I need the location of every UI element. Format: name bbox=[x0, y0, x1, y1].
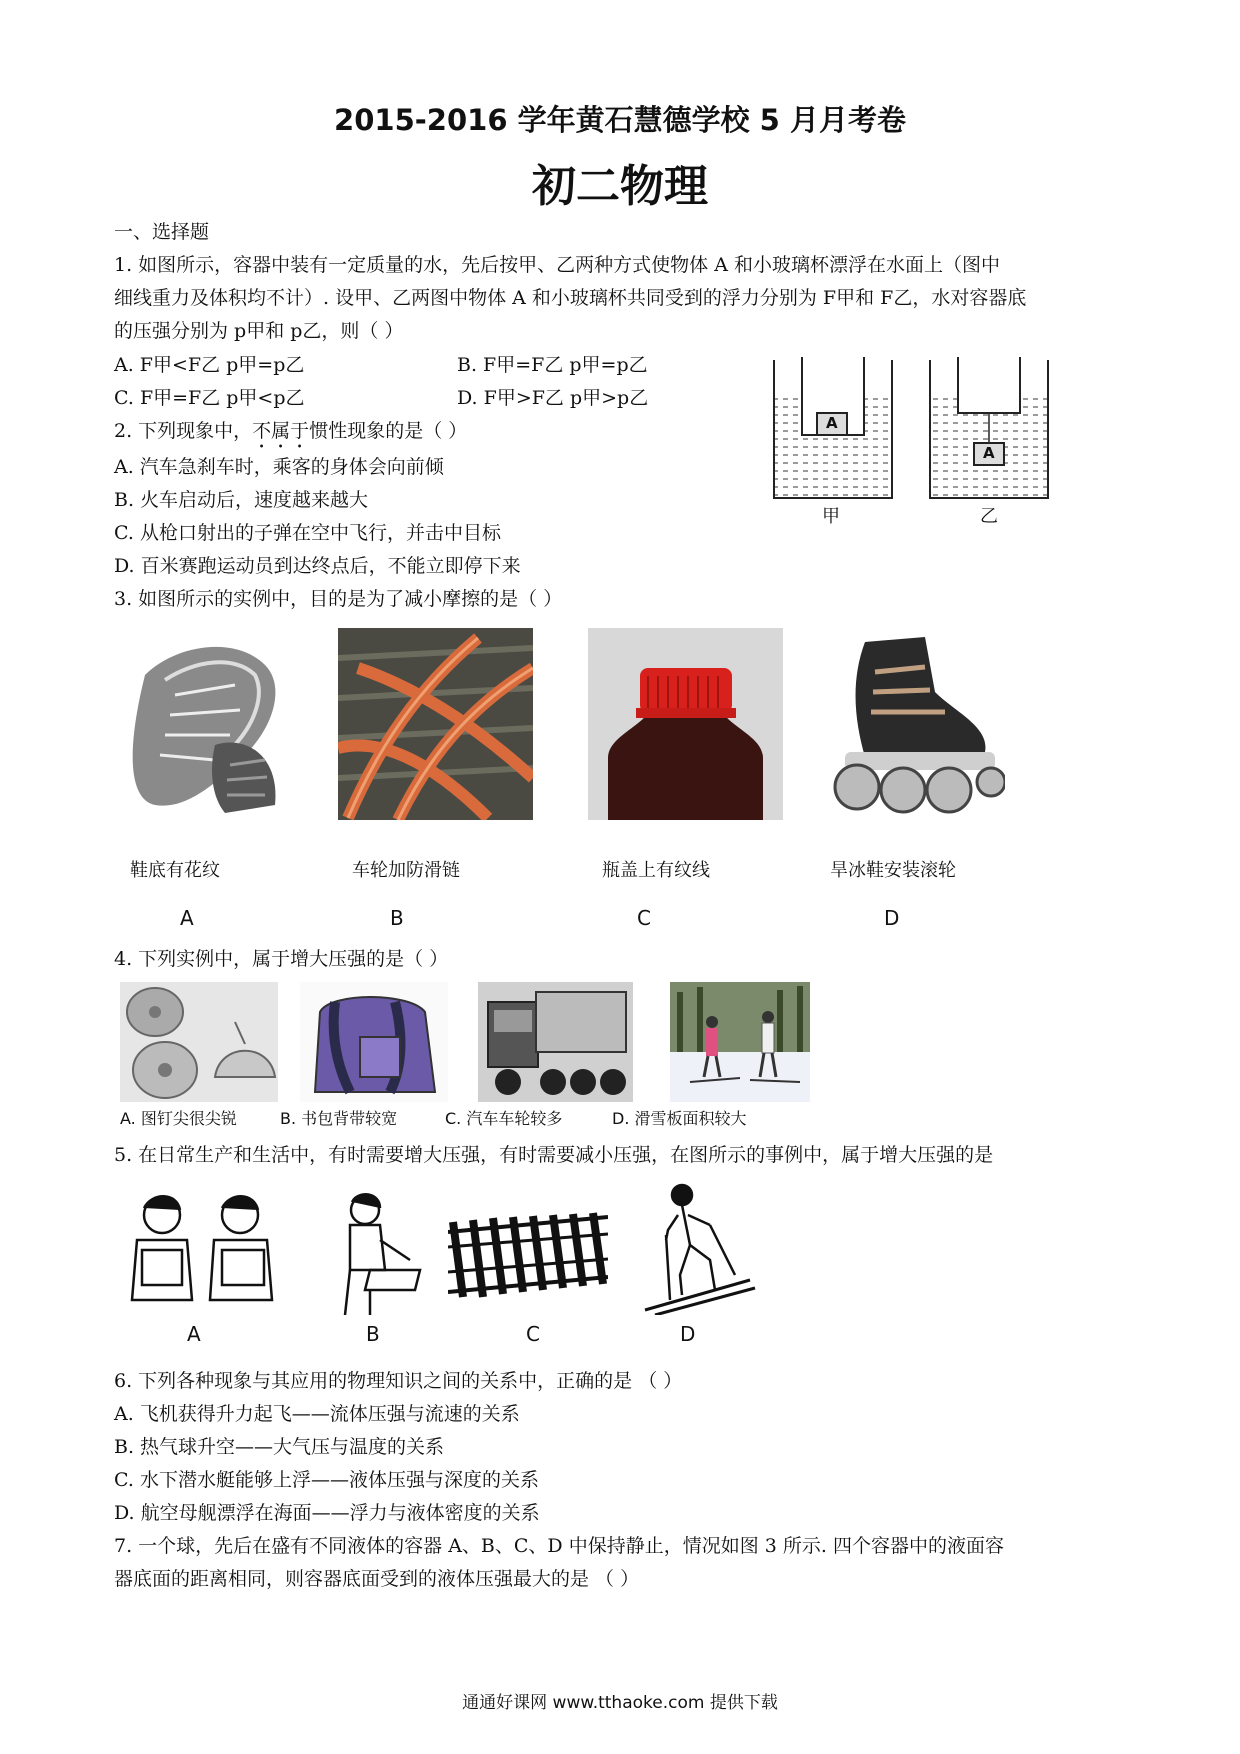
q4-image-truck bbox=[478, 982, 633, 1102]
q3-stem: 3. 如图所示的实例中，目的是为了减小摩擦的是（ ） bbox=[114, 588, 563, 610]
q5-image-person-cutting bbox=[330, 1190, 425, 1315]
q1-fig-caption-jia: 甲 bbox=[822, 506, 840, 527]
q2-stem-pre: 2. 下列现象中， bbox=[114, 420, 253, 442]
section-heading: 一、选择题 bbox=[114, 221, 210, 243]
q2-stem-post: 惯性现象的是（ ） bbox=[309, 420, 468, 442]
q4-stem: 4. 下列实例中，属于增大压强的是（ ） bbox=[114, 948, 449, 970]
q6-option-a: A. 飞机获得升力起飞——流体压强与流速的关系 bbox=[114, 1403, 520, 1425]
q1-option-c: C. F甲=F乙 p甲<p乙 bbox=[114, 387, 305, 409]
q3-letter-b: B bbox=[390, 906, 404, 930]
q1-object-a-label-2: A bbox=[983, 444, 995, 462]
q3-image-chain bbox=[338, 628, 533, 820]
q4-caption-d: D. 滑雪板面积较大 bbox=[612, 1109, 747, 1128]
q2-option-d: D. 百米赛跑运动员到达终点后，不能立即停下来 bbox=[114, 555, 521, 577]
q2-stem-emphasis: 不属于 bbox=[252, 420, 310, 442]
q4-caption-a: A. 图钉尖很尖锐 bbox=[120, 1109, 237, 1128]
q3-letter-c: C bbox=[637, 906, 651, 930]
q4-caption-c: C. 汽车车轮较多 bbox=[445, 1109, 563, 1128]
q3-letter-d: D bbox=[884, 906, 900, 930]
q5-letter-d: D bbox=[680, 1322, 696, 1346]
q6-option-d: D. 航空母舰漂浮在海面——浮力与液体密度的关系 bbox=[114, 1502, 540, 1524]
container-yi bbox=[930, 357, 1048, 498]
q3-caption-b: 车轮加防滑链 bbox=[352, 860, 460, 881]
q4-image-backpack bbox=[300, 982, 448, 1102]
q3-letter-a: A bbox=[180, 906, 194, 930]
q3-image-skate bbox=[805, 632, 1005, 822]
q4-caption-b: B. 书包背带较宽 bbox=[280, 1109, 398, 1128]
q1-line1: 1. 如图所示，容器中装有一定质量的水，先后按甲、乙两种方式使物体 A 和小玻璃杯漂浮在水面上（图中 bbox=[114, 254, 1000, 276]
q3-caption-a: 鞋底有花纹 bbox=[130, 860, 220, 881]
q5-letter-a: A bbox=[187, 1322, 201, 1346]
q6-option-b: B. 热气球升空——大气压与温度的关系 bbox=[114, 1436, 445, 1458]
q3-image-shoe bbox=[115, 635, 290, 820]
footer-source: 通通好课网 www.tthaoke.com 提供下载 bbox=[462, 1693, 778, 1713]
q5-image-railway bbox=[448, 1212, 608, 1302]
q2-option-a: A. 汽车急刹车时，乘客的身体会向前倾 bbox=[114, 456, 444, 478]
q1-line2: 细线重力及体积均不计）. 设甲、乙两图中物体 A 和小玻璃杯共同受到的浮力分别为 F甲和 F乙，水对容器底 bbox=[114, 287, 1027, 309]
q7-line1: 7. 一个球，先后在盛有不同液体的容器 A、B、C、D 中保持静止，情况如图 3 所示. 四个容器中的液面容 bbox=[114, 1535, 1004, 1557]
q6-stem: 6. 下列各种现象与其应用的物理知识之间的关系中，正确的是 （ ） bbox=[114, 1370, 683, 1392]
q5-image-backpacks bbox=[122, 1190, 287, 1315]
q5-image-skier bbox=[640, 1180, 760, 1315]
q4-image-skiers bbox=[670, 982, 810, 1102]
q2-option-b: B. 火车启动后，速度越来越大 bbox=[114, 489, 369, 511]
q3-image-bottle bbox=[588, 628, 783, 820]
q3-caption-d: 旱冰鞋安装滚轮 bbox=[830, 860, 956, 881]
q1-object-a-label-1: A bbox=[826, 414, 838, 432]
q3-caption-c: 瓶盖上有纹线 bbox=[602, 860, 710, 881]
q5-letter-b: B bbox=[366, 1322, 380, 1346]
q2-option-c: C. 从枪口射出的子弹在空中飞行，并击中目标 bbox=[114, 522, 501, 544]
q5-stem: 5. 在日常生产和生活中，有时需要增大压强，有时需要减小压强，在图所示的事例中，属于增大压强的是 bbox=[114, 1144, 994, 1166]
q1-option-d: D. F甲>F乙 p甲>p乙 bbox=[457, 387, 649, 409]
q5-letter-c: C bbox=[526, 1322, 540, 1346]
q1-fig-caption-yi: 乙 bbox=[980, 506, 998, 527]
q2-stem bbox=[114, 416, 467, 453]
q1-option-a: A. F甲<F乙 p甲=p乙 bbox=[114, 354, 305, 376]
exam-title: 2015-2016 学年黄石慧德学校 5 月月考卷 bbox=[334, 103, 906, 137]
q1-line3: 的压强分别为 p甲和 p乙，则（ ） bbox=[114, 320, 404, 342]
subject-title: 初二物理 bbox=[532, 161, 708, 212]
q4-image-pins bbox=[120, 982, 278, 1102]
q1-figure bbox=[772, 355, 1072, 525]
q6-option-c: C. 水下潜水艇能够上浮——液体压强与深度的关系 bbox=[114, 1469, 539, 1491]
q1-option-b: B. F甲=F乙 p甲=p乙 bbox=[457, 354, 648, 376]
q7-line2: 器底面的距离相同，则容器底面受到的液体压强最大的是 （ ） bbox=[114, 1568, 640, 1590]
